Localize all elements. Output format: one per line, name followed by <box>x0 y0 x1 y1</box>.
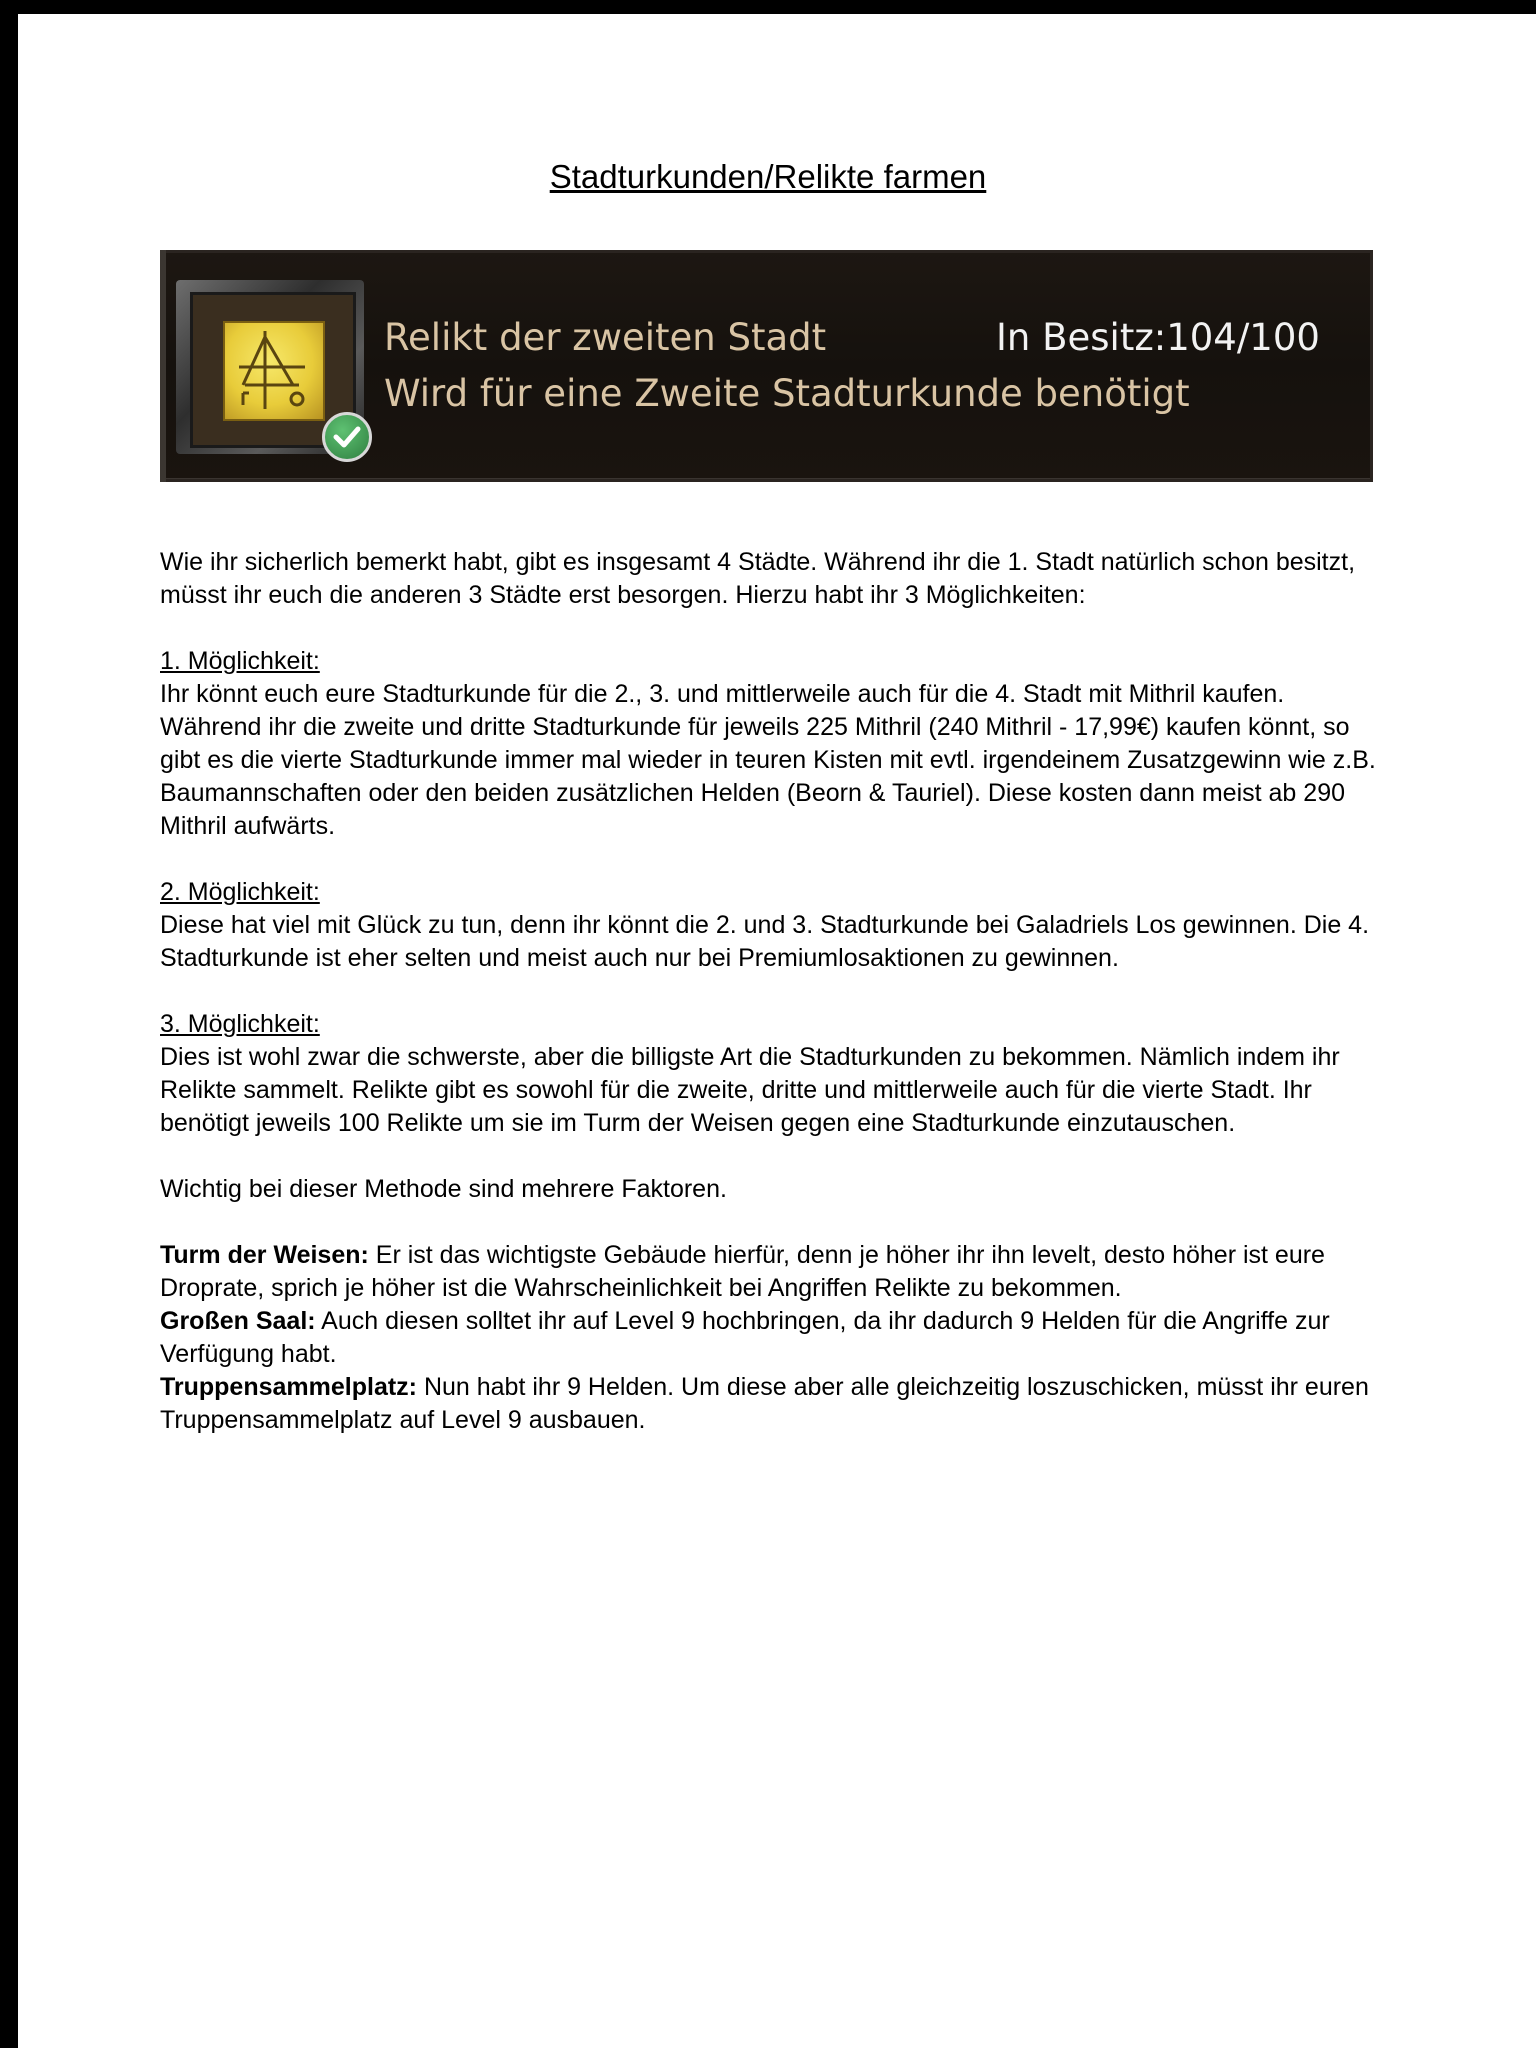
option-2 <box>160 876 1390 975</box>
option-2-heading: 2. Möglichkeit: <box>160 878 320 906</box>
factor-label: Truppensammelplatz: <box>160 1373 417 1401</box>
option-1-heading: 1. Möglichkeit: <box>160 647 320 675</box>
article-body <box>160 546 1390 1470</box>
factor-text: Er ist das wichtigste Gebäude hierfür, denn je höher ihr ihn levelt, desto höher ist eure Droprate, sprich je höher ist die Wahrscheinlichkeit bei Angriffen Relikte zu bekommen. <box>160 1241 1325 1302</box>
page-title: Stadturkunden/Relikte farmen <box>549 158 987 195</box>
option-1-text-b: Während ihr die zweite und dritte Stadturkunde für jeweils 225 Mithril (240 Mithril - 17,99€) kaufen könnt, so gibt es die vierte Stadturkunde immer mal wieder in teuren Kisten mit evtl. irgendeinem Zusatzgewinn wie z.B. Baumannschaften oder den beiden zusätzlichen Helden (Beorn & Tauriel). Diese kosten dann meist ab 290 Mithril aufwärts. <box>160 713 1376 840</box>
intro-paragraph: Wie ihr sicherlich bemerkt habt, gibt es insgesamt 4 Städte. Während ihr die 1. Stadt natürlich schon besitzt, müsst ihr euch die anderen 3 Städte erst besorgen. Hierzu habt ihr 3 Möglichkeiten: <box>160 548 1356 609</box>
owned-check-icon <box>322 412 372 462</box>
relic-banner <box>160 250 1373 482</box>
relic-name: Relikt der zweiten Stadt <box>384 316 827 359</box>
possession-count: In Besitz:104/100 <box>996 316 1320 359</box>
option-1-text-a: Ihr könnt euch eure Stadturkunde für die 2., 3. und mittlerweile auch für die 4. Stadt mit Mithril kaufen. <box>160 680 1285 708</box>
option-1 <box>160 645 1390 843</box>
option-2-text: Diese hat viel mit Glück zu tun, denn ihr könnt die 2. und 3. Stadturkunde bei Galadriels Los gewinnen. Die 4. Stadturkunde ist eher selten und meist auch nur bei Premiumlosaktionen zu gewinnen. <box>160 911 1370 972</box>
option-3 <box>160 1008 1390 1140</box>
factor-label: Turm der Weisen: <box>160 1241 369 1269</box>
relic-rune-icon <box>223 321 325 421</box>
relic-icon-frame <box>176 280 364 454</box>
factors-intro: Wichtig bei dieser Methode sind mehrere Faktoren. <box>160 1175 727 1203</box>
document-page <box>18 14 1536 2048</box>
factor-text: Auch diesen solltet ihr auf Level 9 hochbringen, da ihr dadurch 9 Helden für die Angriffe zur Verfügung habt. <box>160 1307 1330 1368</box>
option-3-text: Dies ist wohl zwar die schwerste, aber die billigste Art die Stadturkunden zu bekommen. Nämlich indem ihr Relikte sammelt. Relikte gibt es sowohl für die zweite, dritte und mittlerweile auch für die vierte Stadt. Ihr benötigt jeweils 100 Relikte um sie im Turm der Weisen gegen eine Stadturkunde einzutauschen. <box>160 1043 1340 1137</box>
option-3-heading: 3. Möglichkeit: <box>160 1010 320 1038</box>
factors-list <box>160 1239 1390 1437</box>
factor-text: Nun habt ihr 9 Helden. Um diese aber alle gleichzeitig loszuschicken, müsst ihr euren Truppensammelplatz auf Level 9 ausbauen. <box>160 1373 1369 1434</box>
relic-description: Wird für eine Zweite Stadturkunde benötigt <box>384 372 1190 415</box>
factor-label: Großen Saal: <box>160 1307 316 1335</box>
